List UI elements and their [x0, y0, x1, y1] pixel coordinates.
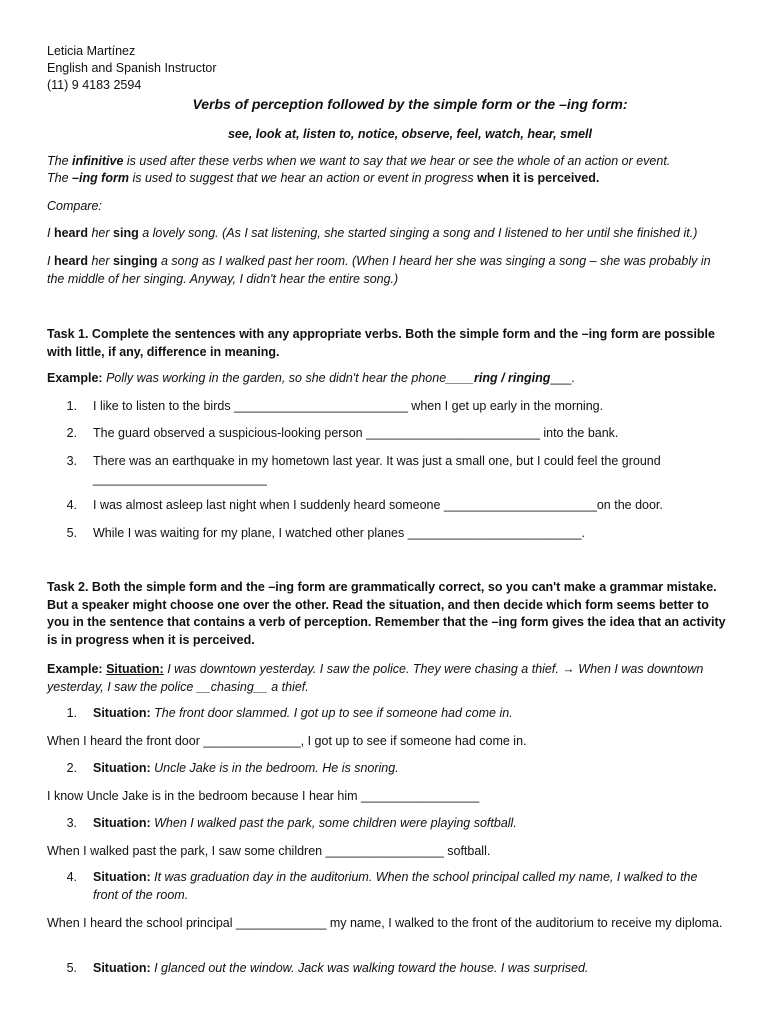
task2-heading: Task 2. Both the simple form and the –ing form are grammatically correct, so you can't make a grammar mistake. But a speaker might choose one over the other. Read the situation, and then decide which form seems better to you in the sentence that contains a verb of perception. Remember that the –ing form gives the idea that an activity is in progress when it is perceived.	[47, 580, 726, 647]
task2-item-4-sentence: When I heard the school principal _____________ my name, I walked to the front of the auditorium to receive my diploma.	[47, 916, 723, 930]
page-title: Verbs of perception followed by the simple form or the –ing form:	[192, 96, 628, 112]
task2-example: Example: Situation: I was downtown yesterday. I saw the police. They were chasing a thief. → When I was downtown yesterday, I saw the police __chasing__ a thief.	[47, 662, 704, 694]
task2-item-2-situation: 2. Situation: Uncle Jake is in the bedroom. He is snoring.	[66, 761, 399, 775]
task2-item-2-sentence: I know Uncle Jake is in the bedroom because I hear him _________________	[47, 789, 480, 803]
task1-item-5: 5. While I was waiting for my plane, I watched other planes _________________________.	[66, 526, 586, 540]
intro-line-1: The infinitive is used after these verbs when we want to say that we hear or see the whole of an action or event.	[47, 154, 671, 168]
task1-item-1: 1. I like to listen to the birds _________________________ when I get up early in the morning.	[66, 399, 604, 413]
task1-heading: Task 1. Complete the sentences with any appropriate verbs. Both the simple form and the –ing form are possible with little, if any, difference in meaning.	[47, 327, 715, 359]
author-phone: (11) 9 4183 2594	[47, 78, 142, 92]
task1-item-4: 4. I was almost asleep last night when I suddenly heard someone ______________________on the door.	[66, 498, 663, 512]
task2-item-3-sentence: When I walked past the park, I saw some children _________________ softball.	[47, 844, 491, 858]
task2-item-1-situation: 1. Situation: The front door slammed. I got up to see if someone had come in.	[66, 706, 513, 720]
task1-item-3: 3. There was an earthquake in my hometown last year. It was just a small one, but I could feel the ground _________________________	[66, 454, 661, 486]
author-block	[47, 43, 727, 94]
task2-item-4-situation: 4. Situation: It was graduation day in the auditorium. When the school principal called my name, I walked to the front of the room.	[66, 870, 698, 902]
task2-item-1-sentence: When I heard the front door ______________, I got up to see if someone had come in.	[47, 734, 527, 748]
author-role: English and Spanish Instructor	[47, 61, 217, 75]
compare-label: Compare:	[47, 199, 102, 213]
intro-line-2: The –ing form is used to suggest that we hear an action or event in progress when it is perceived.	[47, 171, 600, 185]
verbs-line: see, look at, listen to, notice, observe, feel, watch, hear, smell	[227, 127, 593, 141]
example-sing: I heard her sing a lovely song. (As I sat listening, she started singing a song and I listened to her until she finished it.)	[47, 226, 698, 240]
author-name: Leticia Martínez	[47, 44, 136, 58]
task2-item-3-situation: 3. Situation: When I walked past the park, some children were playing softball.	[66, 816, 517, 830]
example-singing: I heard her singing a song as I walked past her room. (When I heard her she was singing a song – she was probably in the middle of her singing. Anyway, I didn't hear the entire song.)	[47, 254, 711, 286]
task1-example: Example: Polly was working in the garden, so she didn't hear the phone____ring / ringing___.	[47, 371, 575, 385]
task2-item-5-situation: 5. Situation: I glanced out the window. Jack was walking toward the house. I was surprised.	[66, 961, 589, 975]
task1-item-2: 2. The guard observed a suspicious-looking person _________________________ into the bank.	[66, 426, 619, 440]
